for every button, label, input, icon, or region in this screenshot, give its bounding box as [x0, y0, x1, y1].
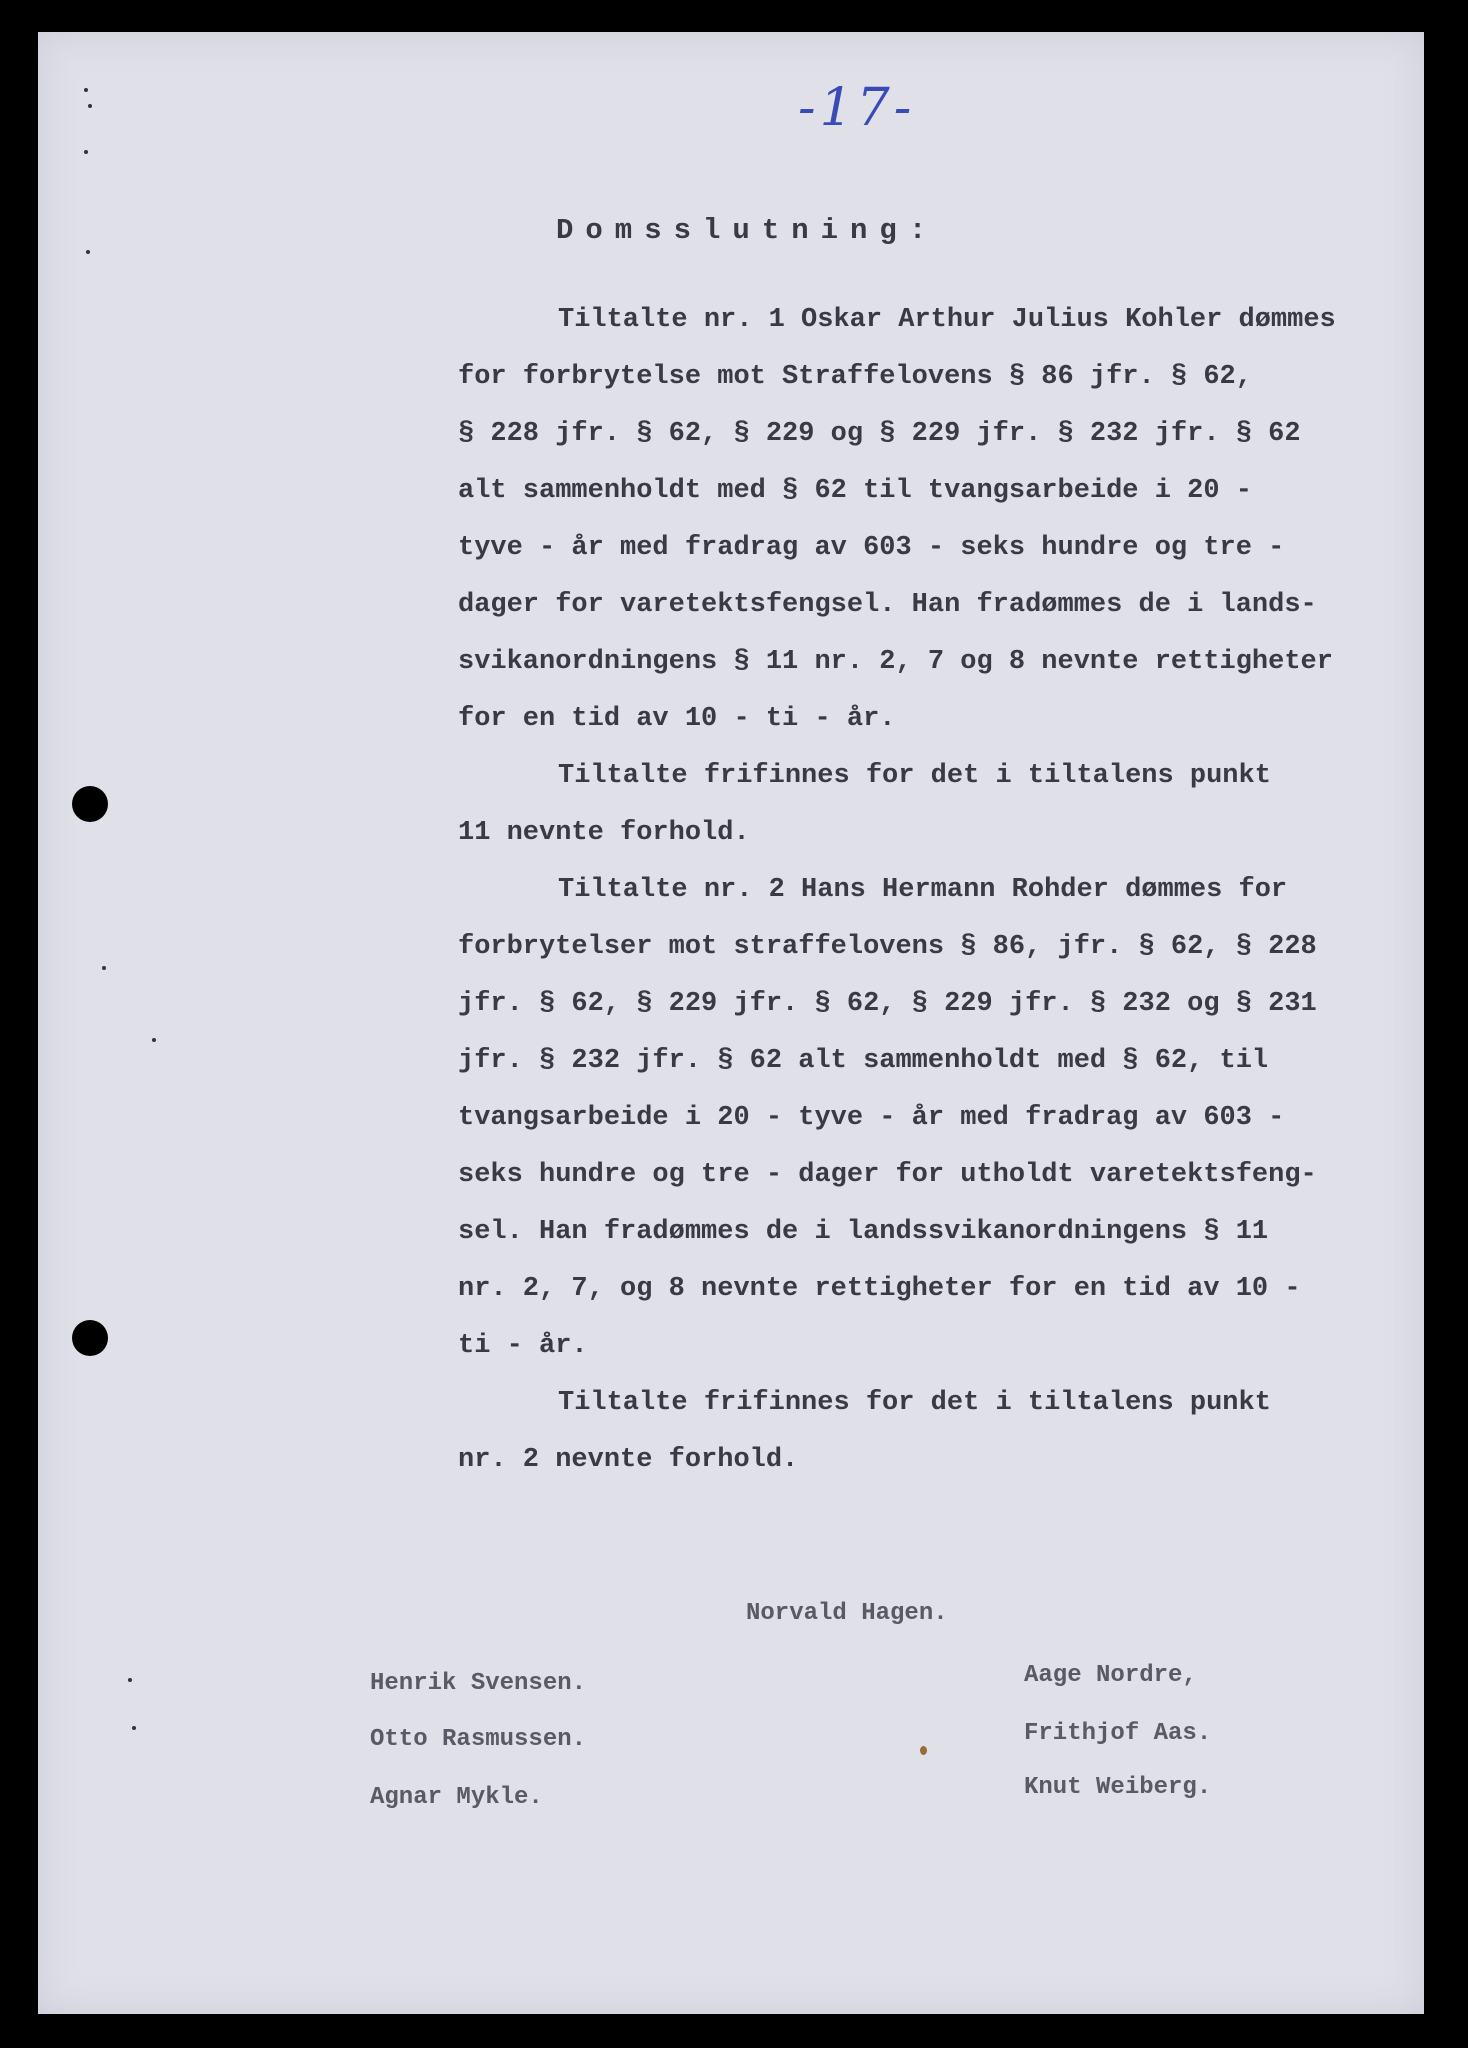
text-line: 11 nevnte forhold.: [458, 818, 750, 848]
text-line: tvangsarbeide i 20 - tyve - år med fradrag av 603 -: [458, 1103, 1285, 1133]
text-line: tyve - år med fradrag av 603 - seks hundre og tre -: [458, 533, 1285, 563]
signature-left: Agnar Mykle.: [370, 1784, 543, 1811]
text-line: for forbrytelse mot Straffelovens § 86 jfr. § 62,: [458, 362, 1252, 392]
page-number: -17-: [798, 78, 916, 138]
text-line: svikanordningens § 11 nr. 2, 7 og 8 nevnte rettigheter: [458, 647, 1333, 677]
speck-icon: [152, 1038, 156, 1042]
speck-icon: [102, 966, 106, 970]
document-page: [38, 32, 1424, 2014]
text-line: forbrytelser mot straffelovens § 86, jfr. § 62, § 228: [458, 932, 1317, 962]
text-line: nr. 2, 7, og 8 nevnte rettigheter for en tid av 10 -: [458, 1274, 1301, 1304]
signature-right: Knut Weiberg.: [1024, 1774, 1212, 1801]
text-line: dager for varetektsfengsel. Han fradømmes de i lands-: [458, 590, 1317, 620]
signature-right: Aage Nordre,: [1024, 1662, 1197, 1689]
text-line: § 228 jfr. § 62, § 229 og § 229 jfr. § 232 jfr. § 62: [458, 419, 1301, 449]
speck-icon: [88, 104, 92, 108]
punch-hole-icon: [72, 1320, 108, 1356]
text-line: nr. 2 nevnte forhold.: [458, 1445, 799, 1475]
text-line: seks hundre og tre - dager for utholdt varetektsfeng-: [458, 1160, 1317, 1190]
speck-icon: [132, 1726, 136, 1730]
text-line: Tiltalte nr. 1 Oskar Arthur Julius Kohler dømmes: [558, 305, 1336, 335]
text-line: Tiltalte frifinnes for det i tiltalens punkt: [558, 1388, 1271, 1418]
punch-hole-icon: [72, 786, 108, 822]
text-line: jfr. § 62, § 229 jfr. § 62, § 229 jfr. § 232 og § 231: [458, 989, 1317, 1019]
text-line: sel. Han fradømmes de i landssvikanordningens § 11: [458, 1217, 1269, 1247]
speck-icon: [86, 250, 90, 254]
text-line: for en tid av 10 - ti - år.: [458, 704, 896, 734]
speck-icon: [128, 1678, 132, 1682]
text-line: Tiltalte frifinnes for det i tiltalens punkt: [558, 761, 1271, 791]
signature-presiding: Norvald Hagen.: [746, 1600, 948, 1627]
text-line: jfr. § 232 jfr. § 62 alt sammenholdt med § 62, til: [458, 1046, 1269, 1076]
signature-left: Henrik Svensen.: [370, 1670, 587, 1697]
speck-icon: [84, 150, 88, 154]
text-line: Tiltalte nr. 2 Hans Hermann Rohder dømmes for: [558, 875, 1288, 905]
heading: Domsslutning:: [556, 214, 939, 247]
speck-icon: [84, 88, 88, 92]
signature-left: Otto Rasmussen.: [370, 1726, 587, 1753]
verdict-body: [458, 292, 1378, 1489]
signature-right: Frithjof Aas.: [1024, 1720, 1212, 1747]
rust-spot-icon: [920, 1746, 927, 1755]
text-line: alt sammenholdt med § 62 til tvangsarbeide i 20 -: [458, 476, 1252, 506]
text-line: ti - år.: [458, 1331, 588, 1361]
